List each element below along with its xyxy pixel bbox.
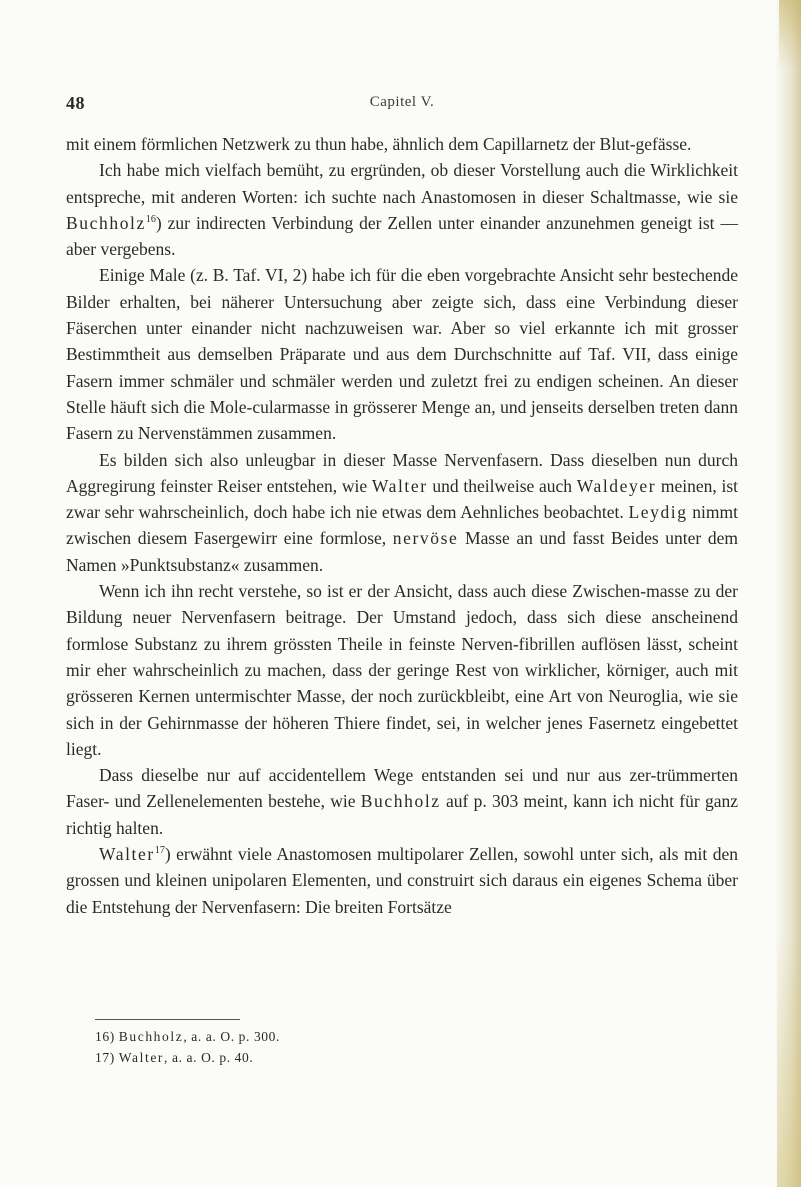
paragraph-1: mit einem förmlichen Netzwerk zu thun habe, ähnlich dem Capillarnetz der Blut-gefässe.	[66, 134, 692, 154]
author-name: Waldeyer	[576, 475, 657, 496]
page-header	[66, 93, 738, 117]
footnote-ref: 16	[145, 213, 156, 225]
page-number: 48	[66, 93, 85, 113]
footnote-author: Walter	[118, 1050, 165, 1065]
text-run: Dass dieselbe nur auf accidentellem Wege entstanden sei und nur aus zer-trümmerten Faser- und Zellenelementen bestehe, wie	[66, 765, 738, 812]
author-name: Leydig	[628, 502, 688, 523]
running-head: Capitel V.	[369, 94, 435, 110]
text-run: ) zur indirecten Verbindung der Zellen unter einander anzunehmen geneigt ist — aber vergebens.	[66, 212, 738, 260]
paragraph-4	[66, 447, 738, 578]
footnote-divider	[95, 1019, 240, 1020]
author-name: Buchholz	[360, 791, 441, 812]
footnote-author: Buchholz	[118, 1029, 184, 1044]
paragraph-3: Einige Male (z. B. Taf. VI, 2) habe ich für die eben vorgebrachte Ansicht sehr bestechende Bilder erhalten, bei näherer Untersuchung aber zeigte sich, dass eine Verbindung dieser Fäserchen unter einander nicht nachzuweisen war. Aber so viel erkannte ich mit grosser Bestimmtheit aus demselben Präparate und aus dem Durchschnitte auf Taf. VII, dass einige Fasern immer schmäler und schmäler werden und zuletzt frei zu endigen scheinen. An dieser Stelle häuft sich die Mole-cularmasse in grösserer Menge an, und jenseits derselben treten dann Fasern zu Nervenstämmen zusammen.	[66, 265, 738, 444]
footnote-ref: 17	[154, 845, 165, 857]
footnote-text: , a. a. O. p. 40.	[164, 1050, 254, 1065]
text-run: und theilweise auch	[427, 475, 577, 496]
footnote-16	[95, 1026, 735, 1047]
footnote-number: 17)	[95, 1050, 115, 1065]
text-run: auf p. 303 meint, kann ich nicht für ganz richtig halten.	[66, 791, 738, 838]
author-name: Walter	[99, 844, 155, 865]
text-run: nimmt zwischen diesem Fasergewirr eine formlose,	[66, 502, 738, 549]
text-run: Masse an und fasst Beides unter dem Namen »Punktsubstanz« zusammen.	[66, 528, 738, 575]
author-name: Walter	[371, 475, 428, 496]
paragraph-5: Wenn ich ihn recht verstehe, so ist er der Ansicht, dass auch diese Zwischen-masse zu der Bildung neuer Nervenfasern beitrage. Der Umstand jedoch, dass sich diese anscheinend formlose Substanz zu ihrem grössten Theile in feinste Nerven-fibrillen auflösen lässt, scheint mir eher wahrscheinlich zu machen, dass der geringe Rest von wirklicher, körniger, auch mit grösseren Kernen untermischter Masse, der noch zurückbleibt, eine Art von Neuroglia, wie sie sich in der Gehirnmasse der höheren Thiere findet, sei, in welcher jenes Fasernetz eingebettet liegt.	[66, 581, 738, 759]
footnote-text: , a. a. O. p. 300.	[183, 1029, 280, 1044]
paragraph-7	[66, 841, 738, 920]
text-run: Ich habe mich vielfach bemüht, zu ergründen, ob dieser Vorstellung auch die Wirklichkeit entspreche, mit anderen Worten: ich suchte nach Anastomosen in dieser Schaltmasse, wie sie	[66, 160, 738, 207]
paper-stain-top	[779, 0, 801, 70]
text-run: meinen, ist zwar sehr wahrscheinlich, doch habe ich nie etwas dem Aehnliches beobachtet.	[66, 475, 739, 523]
text-run: Es bilden sich also unleugbar in dieser Masse Nervenfasern. Dass dieselben nun durch Aggregirung feinster Reiser entstehen, wie	[66, 449, 738, 496]
author-name: Buchholz	[66, 212, 146, 233]
footnote-number: 16)	[95, 1029, 115, 1044]
footnotes	[95, 1026, 735, 1068]
paragraph-6	[66, 762, 738, 841]
footnote-17	[95, 1047, 735, 1068]
paper-stain-bottom	[777, 927, 801, 1187]
body-text	[66, 131, 738, 920]
text-run: ) erwähnt viele Anastomosen multipolarer Zellen, sowohl unter sich, als mit den grossen und kleinen unipolaren Elementen, und construirt sich daraus ein eigenes Schema über die Entstehung der Nervenfasern: Die breiten Fortsätze	[66, 844, 738, 917]
emphasized-word: nervöse	[392, 528, 459, 549]
paragraph-2	[66, 157, 738, 262]
